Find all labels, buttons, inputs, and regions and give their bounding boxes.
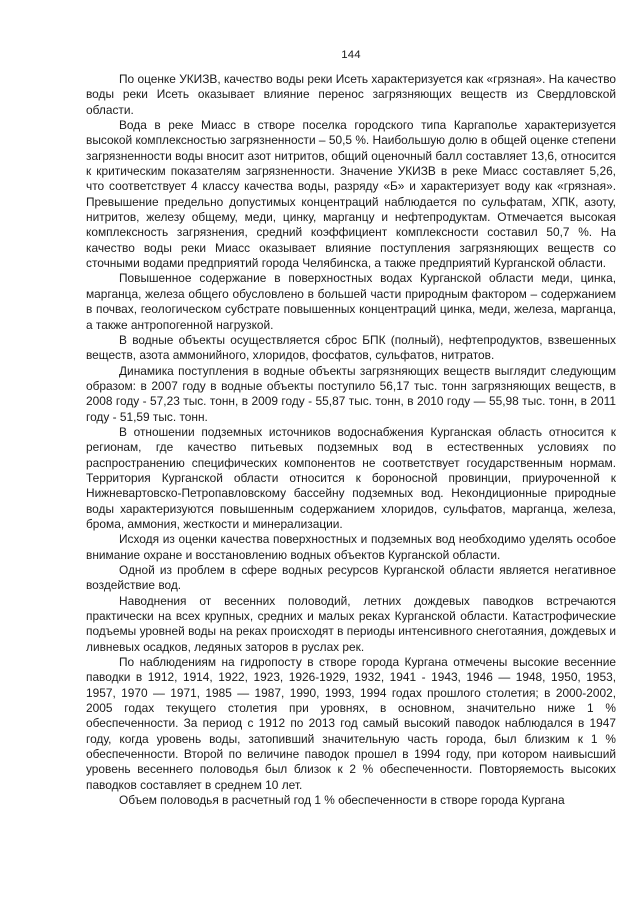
paragraph-metals-content: Повышенное содержание в поверхностных водах Курганской области меди, цинка, марганца, железа общего обусловлено в большей части природным фактором – содержанием в почвах, геологическом субстрате повышенных концентраций цинка, меди, железа, марганца, а также антропогенной нагрузкой. [86,271,616,332]
paragraph-discharge: В водные объекты осуществляется сброс БПК (полный), нефтепродуктов, взвешенных веществ, азота аммонийного, хлоридов, фосфатов, сульфатов, нитратов. [86,332,616,363]
paragraph-flood-volume: Объем половодья в расчетный год 1 % обеспеченности в створе города Кургана [119,793,565,808]
paragraph-iset-quality: По оценке УКИЗВ, качество воды реки Исеть характеризуется как «грязная». На качество воды реки Исеть оказывает влияние перенос загрязняющих веществ из Свердловской области. [86,72,616,117]
document-page [86,48,616,809]
page-number: 144 [341,49,361,61]
paragraph-floods: Наводнения от весенних половодий, летних дождевых паводков встречаются практически на всех крупных, средних и малых реках Курганской области. Катастрофические подъемы уровней воды на реках происходят в периоды интенсивного снеготаяния, дождевых и ливневых осадков, ледяных заторов в руслах рек. [86,593,616,654]
paragraph-negative-impact: Одной из проблем в сфере водных ресурсов Курганской области является негативное воздействие вод. [86,563,616,593]
paragraph-kurgan-floods: По наблюдениям на гидропосту в створе города Кургана отмечены высокие весенние паводки в 1912, 1914, 1922, 1923, 1926-1929, 1932, 1941 - 1943, 1946 — 1948, 1950, 1953, 1957, 1970 — 1971, 1985 — 1987, 1990, 1993, 1994 годах прошлого столетия; в 2000-2002, 2005 годах текущего столетия при уровнях, в основном, значительно ниже 1 % обеспеченности. За период с 1912 по 2013 год самый высокий паводок наблюдался в 1947 году, когда уровень воды, затопивший значительную часть города, был близким к 1 % обеспеченности. Второй по величине паводок прошел в 1994 году, при котором наивысший уровень весеннего половодья был близок к 2 % обеспеченности. Повторяемость высоких паводков составляет в среднем 10 лет. [86,655,616,792]
paragraph-groundwater: В отношении подземных источников водоснабжения Курганская область относится к регионам, где качество питьевых подземных вод в естественных условиях по распространению специфических компонентов не соответствует государственным нормам. Территория Курганской области относится к бороносной провинции, приуроченной к Нижневартовско-Петропавловскому бассейну подземных вод. Некондиционные природные воды характеризуются повышенным содержанием хлоридов, сульфатов, марганца, железа, брома, аммония, жесткости и минерализации. [86,424,616,531]
paragraph-protection: Исходя из оценки качества поверхностных и подземных вод необходимо уделять особое внимание охране и восстановлению водных объектов Курганской области. [86,532,616,562]
paragraph-miass-quality: Вода в реке Миасс в створе поселка городского типа Каргаполье характеризуется высокой комплексностью загрязненности – 50,5 %. Наибольшую долю в общей оценке степени загрязненности воды вносит азот нитритов, общий оценочный балл составляет 13,6, относится к критическим показателям загрязненности. Значение УКИЗВ в реке Миасс составляет 5,26, что соответствует 4 классу качества воды, разряду «Б» и характеризует воду как «грязная». Превышение предельно допустимых концентраций наблюдается по сульфатам, ХПК, азоту, нитритов, железу общему, меди, цинку, марганцу и нефтепродуктам. Отмечается высокая комплексность загрязнения, средний коэффициент комплексности составил 50,7 %. На качество воды реки Миасс оказывает влияние поступления загрязняющих веществ со сточными водами предприятий города Челябинска, а также предприятий Курганской области. [86,118,616,271]
paragraph-pollutant-dynamics: Динамика поступления в водные объекты загрязняющих веществ выглядит следующим образом: в 2007 году в водные объекты поступило 56,17 тыс. тонн загрязняющих веществ, в 2008 году - 57,23 тыс. тонн, в 2009 году - 55,87 тыс. тонн, в 2010 году — 55,98 тыс. тонн, в 2011 году - 51,59 тыс. тонн. [86,363,616,424]
